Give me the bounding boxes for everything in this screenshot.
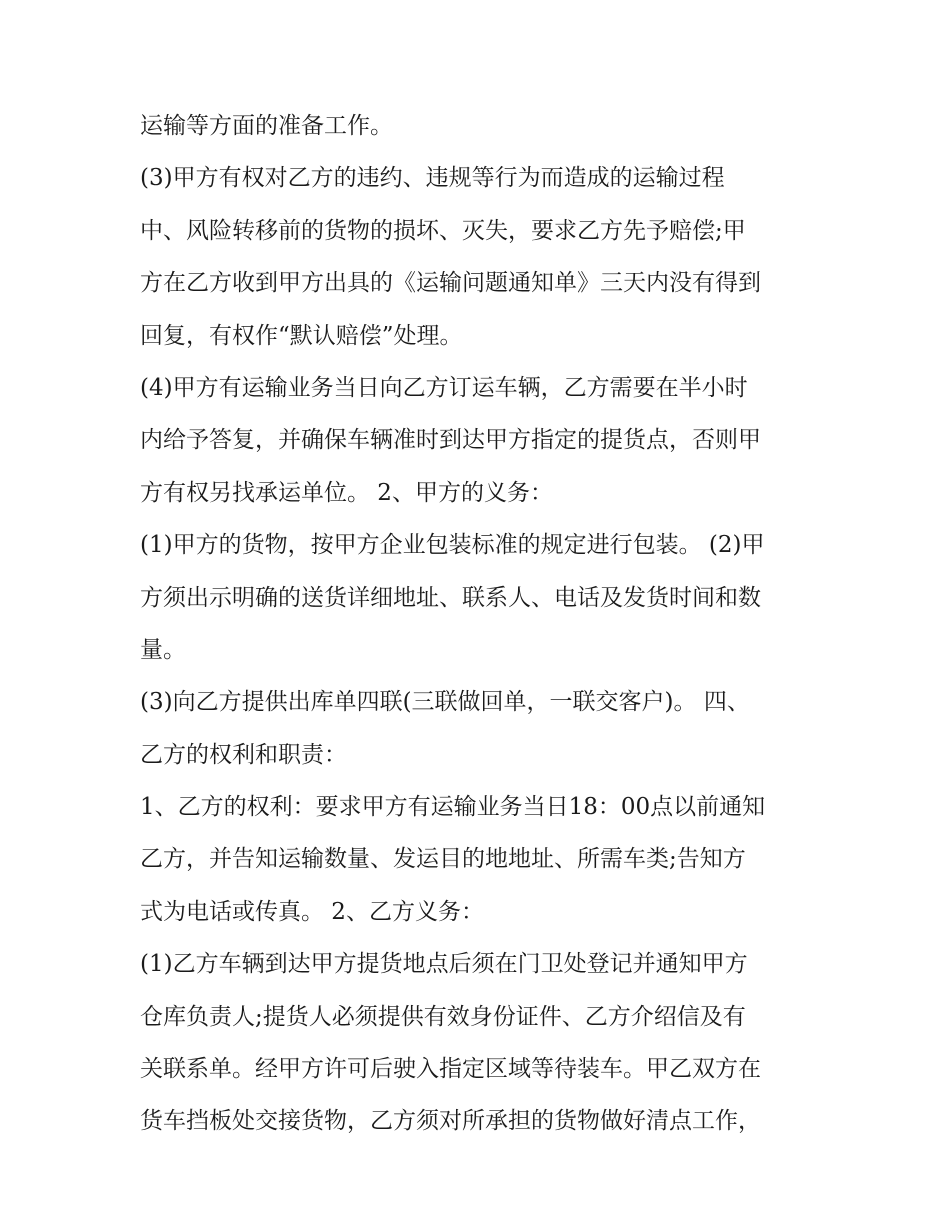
text-line: 仓库负责人;提货人必须提供有效身份证件、乙方介绍信及有 xyxy=(140,1003,746,1030)
text-line: 货车挡板处交接货物，乙方须对所承担的货物做好清点工作， xyxy=(140,1108,761,1135)
text-line: 方在乙方收到甲方出具的《运输问题通知单》三天内没有得到 xyxy=(140,270,761,297)
text-line: 方有权另找承运单位。 2、甲方的义务： xyxy=(140,479,553,506)
text-line: 量。 xyxy=(140,636,186,663)
text-line: 关联系单。经甲方许可后驶入指定区域等待装车。甲乙双方在 xyxy=(140,1056,761,1083)
text-line: 乙方的权利和职责： xyxy=(140,741,347,768)
text-line: (1)乙方车辆到达甲方提货地点后须在门卫处登记并通知甲方 xyxy=(140,951,748,978)
text-line: (1)甲方的货物，按甲方企业包装标准的规定进行包装。 (2)甲 xyxy=(140,532,765,559)
text-line: 中、风险转移前的货物的损坏、灭失，要求乙方先予赔偿;甲 xyxy=(140,217,746,244)
text-line: 1、乙方的权利：要求甲方有运输业务当日18：00点以前通知 xyxy=(140,794,766,821)
text-line: (3)向乙方提供出库单四联(三联做回单，一联交客户)。 四、 xyxy=(140,689,750,716)
text-line: 式为电话或传真。 2、乙方义务： xyxy=(140,898,484,925)
text-line: 方须出示明确的送货详细地址、联系人、电话及发货时间和数 xyxy=(140,584,761,611)
text-line: 回复，有权作“默认赔偿”处理。 xyxy=(140,322,463,349)
document-body xyxy=(140,104,830,1152)
text-line: (4)甲方有运输业务当日向乙方订运车辆，乙方需要在半小时 xyxy=(140,374,748,401)
text-line: (3)甲方有权对乙方的违约、违规等行为而造成的运输过程 xyxy=(140,165,725,192)
text-line: 乙方，并告知运输数量、发运目的地地址、所需车类;告知方 xyxy=(140,846,746,873)
text-line: 运输等方面的准备工作。 xyxy=(140,113,393,139)
text-line: 内给予答复，并确保车辆准时到达甲方指定的提货点，否则甲 xyxy=(140,427,761,454)
